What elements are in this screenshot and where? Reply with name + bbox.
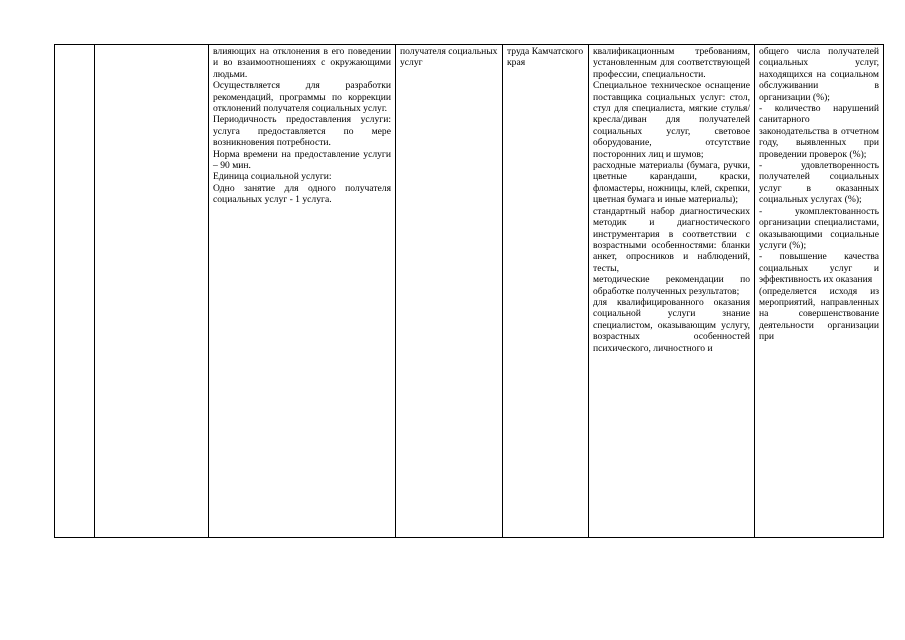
cell-quality-indicators	[755, 45, 884, 538]
paragraph: стандартный набор диагностических методик и диагностического инструментария в соответствии с возрастными особенностями: бланки анкет, опросников и наблюдений, тесты,	[593, 205, 750, 274]
cell-service-name	[95, 45, 209, 538]
standards-table	[54, 44, 884, 538]
paragraph: Периодичность предоставления услуги: услуга предоставляется по мере возникновения потребности.	[213, 114, 391, 149]
paragraph: расходные материалы (бумага, ручки, цветные карандаши, краски, фломастеры, ножницы, клей, скрепки, цветная бумага и иные материалы);	[593, 160, 750, 206]
cell-ministry	[503, 45, 589, 538]
paragraph: для квалифицированного оказания социальной услуги знание специалистом, оказывающим услугу, возрастных особенностей психического, личностного и	[593, 296, 750, 354]
paragraph: - укомплектованность организации специалистами, оказывающими социальные услуги (%);	[759, 205, 879, 251]
paragraph: труда Камчатского края	[507, 46, 584, 69]
paragraph: Одно занятие для одного получателя социальных услуг - 1 услуга.	[213, 182, 391, 206]
table-row	[55, 45, 884, 538]
paragraph: влияющих на отклонения в его поведении и во взаимоотношениях с окружающими людьми.	[213, 46, 391, 80]
cell-conditions	[589, 45, 755, 538]
cell-tariff	[396, 45, 503, 538]
paragraph: - повышение качества социальных услуг и эффективность их оказания	[759, 251, 879, 286]
paragraph: - удовлетворенность получателей социальных услуг в оказанных социальных услугах (%);	[759, 160, 879, 206]
paragraph: - количество нарушений санитарного законодательства в отчетном году, выявленных при проведении проверок (%);	[759, 103, 879, 160]
paragraph: получателя социальных услуг	[400, 46, 498, 69]
paragraph: общего числа получателей социальных услуг, находящихся на социальном обслуживании в организации (%);	[759, 46, 879, 103]
paragraph: квалификационным требованиям, установленным для соответствующей профессии, специальности.	[593, 46, 750, 80]
paragraph: Осуществляется для разработки рекомендаций, программы по коррекции отклонений получателя социальных услуг.	[213, 80, 391, 115]
cell-service-description	[209, 45, 396, 538]
paragraph: методические рекомендации по обработке полученных результатов;	[593, 274, 750, 297]
paragraph: (определяется исходя из мероприятий, направленных на совершенствование деятельности организации при	[759, 285, 879, 343]
paragraph: Специальное техническое оснащение поставщика социальных услуг: стол, стул для специалиста, мягкие стулья/кресла/диван для получателей социальных услуг, световое оборудование, отсутствие посторонних лиц и шумов;	[593, 80, 750, 160]
cell-number	[55, 45, 95, 538]
paragraph: Норма времени на предоставление услуги – 90 мин.	[213, 148, 391, 172]
paragraph: Единица социальной услуги:	[213, 171, 332, 183]
